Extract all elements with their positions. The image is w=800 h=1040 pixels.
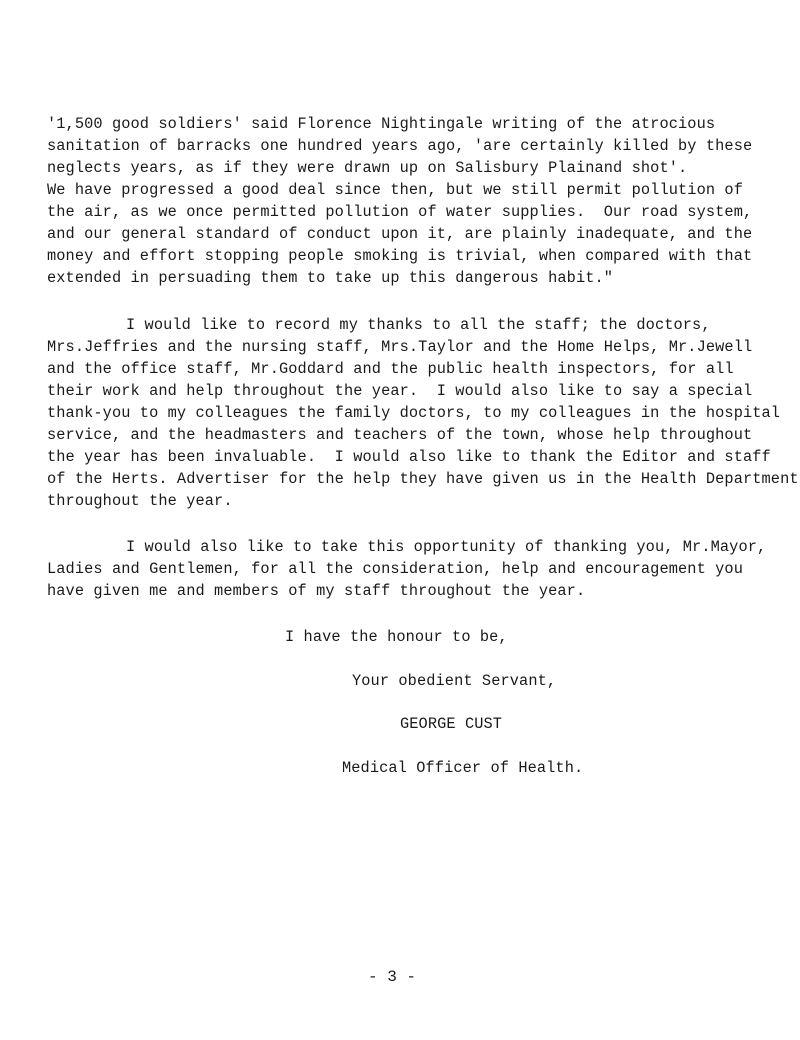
paragraph-2-line-7: the year has been invaluable. I would also like to thank the Editor and staff xyxy=(47,448,771,466)
paragraph-2-line-3: and the office staff, Mr.Goddard and the public health inspectors, for all xyxy=(47,360,734,378)
paragraph-3-line-3: have given me and members of my staff throughout the year. xyxy=(47,582,586,600)
paragraph-1-line-5: the air, as we once permitted pollution of water supplies. Our road system, xyxy=(47,203,753,221)
paragraph-1-line-6: and our general standard of conduct upon it, are plainly inadequate, and the xyxy=(47,225,753,243)
paragraph-2-line-6: service, and the headmasters and teachers of the town, whose help throughout xyxy=(47,426,753,444)
paragraph-1-line-8: extended in persuading them to take up this dangerous habit." xyxy=(47,269,614,287)
signatory-title: Medical Officer of Health. xyxy=(342,759,584,777)
paragraph-3-line-2: Ladies and Gentlemen, for all the consideration, help and encouragement you xyxy=(47,560,743,578)
paragraph-1-line-3: neglects years, as if they were drawn up on Salisbury Plainand shot'. xyxy=(47,159,688,177)
paragraph-2-line-5: thank-you to my colleagues the family doctors, to my colleagues in the hospital xyxy=(47,404,781,422)
paragraph-3-line-1: I would also like to take this opportunity of thanking you, Mr.Mayor, xyxy=(126,538,767,556)
paragraph-2-line-9: throughout the year. xyxy=(47,492,233,510)
closing-servant: Your obedient Servant, xyxy=(352,672,557,690)
closing-honour: I have the honour to be, xyxy=(285,628,508,646)
signatory-name: GEORGE CUST xyxy=(400,715,503,733)
paragraph-2-line-8: of the Herts. Advertiser for the help they have given us in the Health Department xyxy=(47,470,799,488)
page-number: - 3 - xyxy=(368,968,417,986)
paragraph-1-line-7: money and effort stopping people smoking is trivial, when compared with that xyxy=(47,247,753,265)
paragraph-1-line-4: We have progressed a good deal since then, but we still permit pollution of xyxy=(47,181,743,199)
paragraph-2-line-2: Mrs.Jeffries and the nursing staff, Mrs.Taylor and the Home Helps, Mr.Jewell xyxy=(47,338,753,356)
paragraph-1-line-2: sanitation of barracks one hundred years ago, 'are certainly killed by these xyxy=(47,137,753,155)
paragraph-1-line-1: '1,500 good soldiers' said Florence Nightingale writing of the atrocious xyxy=(47,115,716,133)
paragraph-2-line-1: I would like to record my thanks to all the staff; the doctors, xyxy=(126,316,711,334)
paragraph-2-line-4: their work and help throughout the year. I would also like to say a special xyxy=(47,382,753,400)
